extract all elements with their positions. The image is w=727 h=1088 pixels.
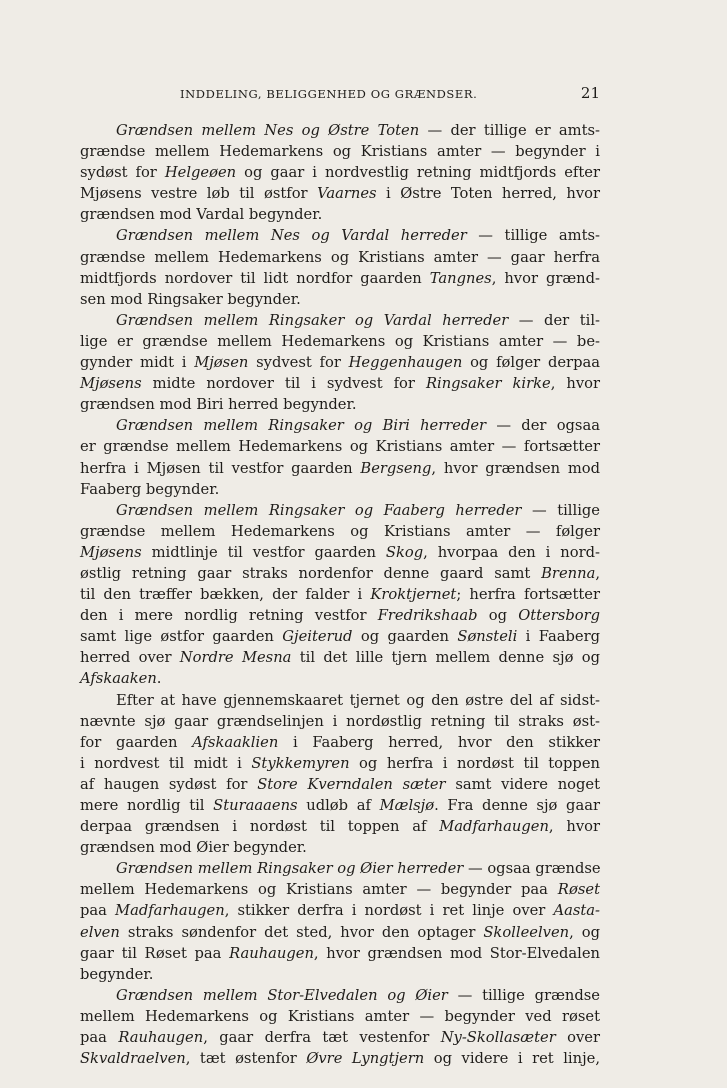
text-segment: grændse mellem Hedemarkens og Kristians amter — begynder i [80, 143, 600, 161]
italic-segment: Heggenhaugen [348, 354, 463, 372]
text-line [80, 436, 600, 457]
text-segment: midte nordover til i sydvest for [141, 375, 426, 393]
italic-segment: Mjøsen [194, 354, 249, 372]
text-segment: , tæt østenfor [185, 1050, 307, 1068]
text-line [80, 289, 600, 310]
italic-segment: elven [80, 923, 120, 941]
paragraph [80, 690, 600, 859]
text-segment: af haugen sydøst for [80, 775, 258, 793]
text-line [80, 542, 600, 563]
text-segment: og følger derpaa [462, 354, 600, 372]
text-line [80, 795, 600, 816]
text-segment: , hvorpaa den i nord- [423, 543, 600, 561]
text-line [80, 753, 600, 774]
text-segment: Efter at have gjennemskaaret tjernet og den østre del af sidst- [116, 691, 600, 709]
italic-segment: Grændsen mellem Ringsaker og Biri herreder [116, 417, 487, 435]
text-line [80, 900, 600, 921]
italic-segment: Vaarnes [317, 185, 377, 203]
text-line [80, 458, 600, 479]
text-segment: den i mere nordlig retning vestfor [80, 607, 378, 625]
text-segment: og gaar i nordvestlig retning midtfjords efter [236, 164, 600, 182]
text-segment: i nordvest til midt i [80, 754, 252, 772]
italic-segment: Grændsen mellem Ringsaker og Vardal herreder [116, 311, 509, 329]
text-line [80, 879, 600, 900]
text-segment: Faaberg begynder. [80, 480, 220, 498]
text-segment: ; herfra fortsætter [456, 586, 601, 604]
text-line [80, 605, 600, 626]
text-segment: til den træffer bækken, der falder i [80, 586, 371, 604]
text-segment: , [595, 564, 600, 582]
italic-segment: Grændsen mellem Nes og Østre Toten [116, 122, 420, 139]
text-line [80, 711, 600, 732]
italic-segment: Sturaaaens [213, 797, 298, 814]
text-segment: sydvest for [248, 354, 349, 372]
text-line [80, 521, 600, 542]
italic-segment: Bergseng [360, 459, 432, 477]
italic-segment: Afskaaklien [192, 733, 279, 751]
text-line [80, 943, 600, 964]
text-segment: grændsen mod Biri herred begynder. [80, 396, 357, 414]
text-line [80, 816, 600, 837]
text-line [80, 732, 600, 753]
italic-segment: Skvaldraelven [80, 1050, 186, 1068]
text-segment: , hvor grænd- [491, 269, 600, 287]
text-line [80, 225, 600, 246]
italic-segment: Skolleelven [483, 923, 570, 941]
text-segment: derpaa grændsen i nordøst til toppen af [80, 818, 440, 836]
italic-segment: Øvre Lyngtjern [306, 1050, 425, 1068]
text-line [80, 690, 600, 711]
text-segment: og gaarden [352, 628, 458, 646]
text-line [80, 922, 600, 943]
text-segment: grændsen mod Øier begynder. [80, 839, 307, 857]
text-segment: østlig retning gaar straks nordenfor denne gaard samt [80, 564, 542, 582]
italic-segment: Mjøsens [80, 375, 142, 393]
paragraph [80, 415, 600, 499]
text-segment: midtfjords nordover til lidt nordfor gaarden [80, 269, 430, 287]
text-segment: lige er grændse mellem Hedemarkens og Kristians amter — be- [80, 332, 600, 350]
italic-segment: Grændsen mellem Stor-Elvedalen og Øier [116, 986, 448, 1004]
text-line [80, 352, 600, 373]
text-segment: til det lille tjern mellem denne sjø og [291, 649, 600, 667]
text-segment: samt videre noget [445, 775, 601, 793]
text-segment: . [156, 670, 162, 688]
italic-segment: Grændsen mellem Nes og Vardal herreder [116, 227, 467, 245]
text-segment: grændse mellem Hedemarkens og Kristians amter — følger [80, 522, 600, 540]
text-line [80, 647, 600, 668]
text-segment: Mjøsens vestre løb til østfor [80, 185, 318, 203]
text-segment: , gaar derfra tæt vestenfor [203, 1029, 441, 1047]
text-segment: , stikker derfra i nordøst i ret linje over [224, 902, 554, 920]
text-segment: gynder midt i [80, 354, 195, 372]
text-segment: — tillige grændse [447, 986, 600, 1004]
text-segment: — der til- [508, 311, 600, 329]
text-line [80, 1027, 600, 1048]
text-segment: grændse mellem Hedemarkens og Kristians amter — gaar herfra [80, 248, 600, 266]
text-segment: mellem Hedemarkens og Kristians amter — begynder ved røset [80, 1007, 600, 1025]
running-head [80, 84, 600, 102]
text-segment: sydøst for [80, 164, 165, 182]
text-segment: — tillige [521, 501, 600, 519]
text-line [80, 268, 600, 289]
italic-segment: Grændsen mellem Ringsaker og Faaberg herreder [116, 501, 522, 519]
text-line [80, 1006, 600, 1027]
text-segment: straks søndenfor det sted, hvor den optager [119, 923, 484, 941]
text-segment: og [477, 607, 519, 625]
text-segment: i Østre Toten herred, hvor [376, 185, 600, 203]
text-line [80, 373, 600, 394]
italic-segment: Ottersborg [518, 607, 600, 625]
text-segment: midtlinje til vestfor gaarden [141, 543, 386, 561]
text-segment: mere nordlig til [80, 797, 214, 814]
text-line [80, 183, 600, 204]
text-segment: — ogsaa grændse [463, 860, 601, 878]
text-line [80, 964, 600, 985]
text-segment: , hvor grændsen mod [431, 459, 600, 477]
text-line [80, 668, 600, 689]
text-segment: gaar til Røset paa [80, 944, 230, 962]
text-segment: nævnte sjø gaar grændselinjen i nordøstlig retning til straks øst- [80, 712, 600, 730]
text-line [80, 120, 600, 141]
running-title: INDDELING, BELIGGENHED OG GRÆNDSER. [180, 87, 478, 101]
text-line [80, 331, 600, 352]
text-segment: herfra i Mjøsen til vestfor gaarden [80, 459, 361, 477]
text-segment: sen mod Ringsaker begynder. [80, 290, 301, 308]
text-segment: i Faaberg [517, 628, 601, 646]
italic-segment: Helgeøen [164, 164, 237, 182]
italic-segment: Ringsaker kirke [425, 375, 551, 393]
text-segment: , og [569, 923, 600, 941]
text-line [80, 141, 600, 162]
paragraph [80, 310, 600, 415]
text-line [80, 310, 600, 331]
italic-segment: Afskaaken [80, 670, 157, 688]
italic-segment: Gjeiterud [282, 628, 353, 646]
text-line [80, 837, 600, 858]
text-segment: herred over [80, 649, 180, 667]
italic-segment: Stykkemyren [251, 754, 350, 772]
text-segment: paa [80, 902, 116, 920]
italic-segment: Skog [385, 543, 424, 561]
italic-segment: Fredrikshaab [377, 607, 478, 625]
text-segment: . Fra denne sjø gaar [434, 797, 600, 814]
paragraph [80, 225, 600, 309]
text-line [80, 858, 600, 879]
text-segment: er grændse mellem Hedemarkens og Kristians amter — fortsætter [80, 438, 600, 456]
italic-segment: Mjøsens [80, 543, 142, 561]
italic-segment: Tangnes [429, 269, 492, 287]
text-line [80, 162, 600, 183]
paragraph [80, 985, 600, 1069]
text-segment: mellem Hedemarkens og Kristians amter — begynder paa [80, 881, 558, 899]
text-segment: grændsen mod Vardal begynder. [80, 206, 323, 224]
text-line [80, 563, 600, 584]
italic-segment: Madfarhaugen [439, 818, 549, 836]
italic-segment: Brenna [541, 564, 596, 582]
text-segment: , hvor [550, 375, 600, 393]
text-segment: , hvor grændsen mod Stor-Elvedalen [313, 944, 600, 962]
text-line [80, 394, 600, 415]
italic-segment: Madfarhaugen [115, 902, 225, 920]
text-line [80, 479, 600, 500]
italic-segment: Store Kverndalen sæter [257, 775, 446, 793]
italic-segment: Kroktjernet [370, 586, 457, 604]
text-segment: — der ogsaa [486, 417, 600, 435]
text-segment: og videre i ret linje, [424, 1050, 600, 1068]
italic-segment: Sønsteli [457, 628, 518, 646]
text-line [80, 584, 600, 605]
text-segment: — tillige amts- [466, 227, 600, 245]
text-segment: for gaarden [80, 733, 193, 751]
paragraph [80, 500, 600, 690]
italic-segment: Rauhaugen [229, 944, 314, 962]
text-line [80, 985, 600, 1006]
italic-segment: Mælsjø [379, 797, 435, 814]
italic-segment: Nordre Mesna [179, 649, 292, 667]
italic-segment: Rauhaugen [118, 1029, 204, 1047]
text-line [80, 500, 600, 521]
text-segment: i Faaberg herred, hvor den stikker [278, 733, 600, 751]
body-text [80, 120, 600, 1069]
text-segment: over [555, 1029, 600, 1047]
text-line [80, 774, 600, 795]
text-line [80, 204, 600, 225]
text-segment: begynder. [80, 965, 154, 983]
text-line [80, 1048, 600, 1069]
paragraph [80, 120, 600, 225]
text-segment: udløb af [297, 797, 380, 814]
italic-segment: Røset [557, 881, 600, 899]
text-line [80, 626, 600, 647]
text-segment: og herfra i nordøst til toppen [349, 754, 600, 772]
italic-segment: Grændsen mellem Ringsaker og Øier herreder [116, 860, 464, 878]
text-line [80, 247, 600, 268]
text-segment: , hvor [548, 818, 600, 836]
paragraph [80, 858, 600, 985]
text-line [80, 415, 600, 436]
text-segment: paa [80, 1029, 119, 1047]
text-segment: — der tillige er amts- [419, 122, 600, 139]
page-number: 21 [580, 84, 600, 102]
italic-segment: Ny-Skollasæter [440, 1029, 556, 1047]
italic-segment: Aasta- [553, 902, 600, 920]
text-segment: samt lige østfor gaarden [80, 628, 283, 646]
